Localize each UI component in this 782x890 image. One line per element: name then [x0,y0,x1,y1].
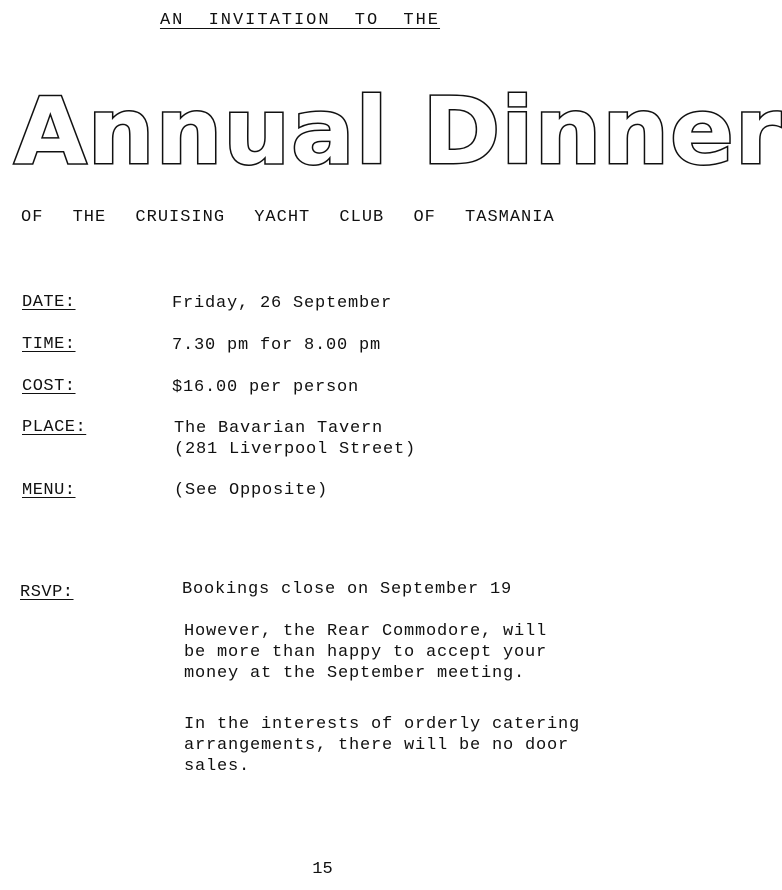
rsvp-paragraph-2-line-1: In the interests of orderly catering [184,715,581,734]
annual-dinner-title: Annual Dinner [14,78,782,185]
place-label: PLACE: [22,418,87,437]
cost-label: COST: [22,377,76,396]
time-label: TIME: [22,335,76,354]
place-value-line-1: The Bavarian Tavern [174,419,384,438]
rsvp-paragraph-2-line-3: sales. [184,757,251,776]
menu-label: MENU: [22,481,76,500]
time-value: 7.30 pm for 8.00 pm [172,336,382,355]
rsvp-label: RSVP: [20,583,74,602]
club-name-line: OF THE CRUISING YACHT CLUB OF TASMANIA [21,208,555,227]
place-value-line-2: (281 Liverpool Street) [174,440,417,459]
page-number: 15 [312,860,333,879]
rsvp-paragraph-1-line-3: money at the September meeting. [184,664,526,683]
rsvp-paragraph-1-line-2: be more than happy to accept your [184,643,548,662]
rsvp-paragraph-1-line-1: However, the Rear Commodore, will [184,622,548,641]
rsvp-closing-text: Bookings close on September 19 [182,580,513,599]
date-value: Friday, 26 September [172,294,393,313]
date-label: DATE: [22,293,76,312]
invitation-heading: AN INVITATION TO THE [159,11,441,30]
rsvp-paragraph-2-line-2: arrangements, there will be no door [184,736,570,755]
menu-value: (See Opposite) [174,481,329,500]
cost-value: $16.00 per person [172,378,360,397]
